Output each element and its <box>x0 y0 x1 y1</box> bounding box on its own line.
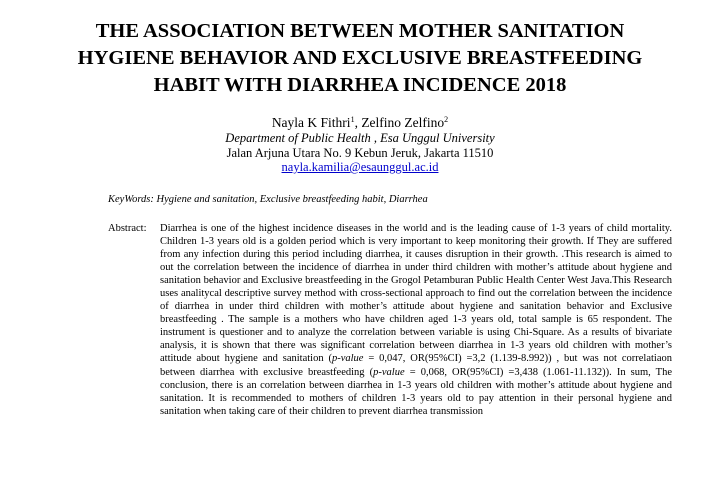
abstract-text <box>160 222 672 418</box>
abstract-label: Abstract: <box>108 223 147 234</box>
department: Department of Public Health , Esa Unggul University <box>225 131 495 145</box>
address: Jalan Arjuna Utara No. 9 Kebun Jeruk, Jakarta 11510 <box>226 145 494 160</box>
title-line-1: THE ASSOCIATION BETWEEN MOTHER SANITATION <box>95 20 625 42</box>
title-line-2: HYGIENE BEHAVIOR AND EXCLUSIVE BREASTFEEDING <box>77 47 643 69</box>
pvalue-label-2: p-value <box>373 366 405 378</box>
author-1-superscript: 1 <box>350 115 355 124</box>
abstract-part-3: = 0,068, OR(95%CI) =3,438 (1.061-11.132)). In sum, The conclusion, there is an correlation between diarrhea in 1-3 years old children with mother’s attitude about hygiene and sanitation. It is recommended to mothers of children 1-3 years old to pay attention in their personal hygiene and sanitation when taking care of their children to prevent diarrhea transmission <box>160 366 672 417</box>
pvalue-label-1: p-value <box>331 353 364 365</box>
author-separator: , <box>354 115 362 130</box>
keywords: KeyWords: Hygiene and sanitation, Exclusive breastfeeding habit, Diarrhea <box>108 194 428 205</box>
abstract-part-2: = 0,047, OR(95%CI) =3,2 (1.139-8.992)) , but was not correlatiaon between diarrhea with exclusive breastfeeding ( <box>160 353 672 378</box>
affiliation-block <box>60 131 660 175</box>
author-name-2: Zelfino Zelfino <box>361 115 445 130</box>
author-2-superscript: 2 <box>444 115 449 124</box>
email-link[interactable]: nayla.kamilia@esaunggul.ac.id <box>281 160 439 174</box>
author-list <box>60 114 660 131</box>
title-line-3: HABIT WITH DIARRHEA INCIDENCE 2018 <box>153 74 567 96</box>
author-name-1: Nayla K Fithri <box>271 115 351 130</box>
paper-title <box>60 18 660 99</box>
abstract-part-1: Diarrhea is one of the highest incidence diseases in the world and is the leading cause of 1-3 years of child mortality. Children 1-3 years old is a golden period which is very important to keep monitoring their growth. If They are suffered from any infection during this period including diarrhea, it causes disruption in their growth. .This research is aimed to out the correlation between the incidence of diarrhea in under third children with mother’s attitude about hygiene and sanitation behavior and Exclusive breastfeeding in the Grogol Petamburan Public Health Center West Java.This Research uses analitycal descriptive survey method with cross-sectional approach to find out the correlation between the incidence of diarrhea in under third children with mother’s attitude about hygiene and sanitation behavior and Exclusive breastfeeding . The sample is a mothers who have children aged 1-3 years old, total sample is 65 respondent. The instrument is questioner and to analyze the correlation between variable is using Chi-Square. As a results of bivariate analysis, it is shown that there was significant correlation between diarrhea in 1-3 years old children with mother’s attitude about hygiene and sanitation ( <box>160 223 672 365</box>
